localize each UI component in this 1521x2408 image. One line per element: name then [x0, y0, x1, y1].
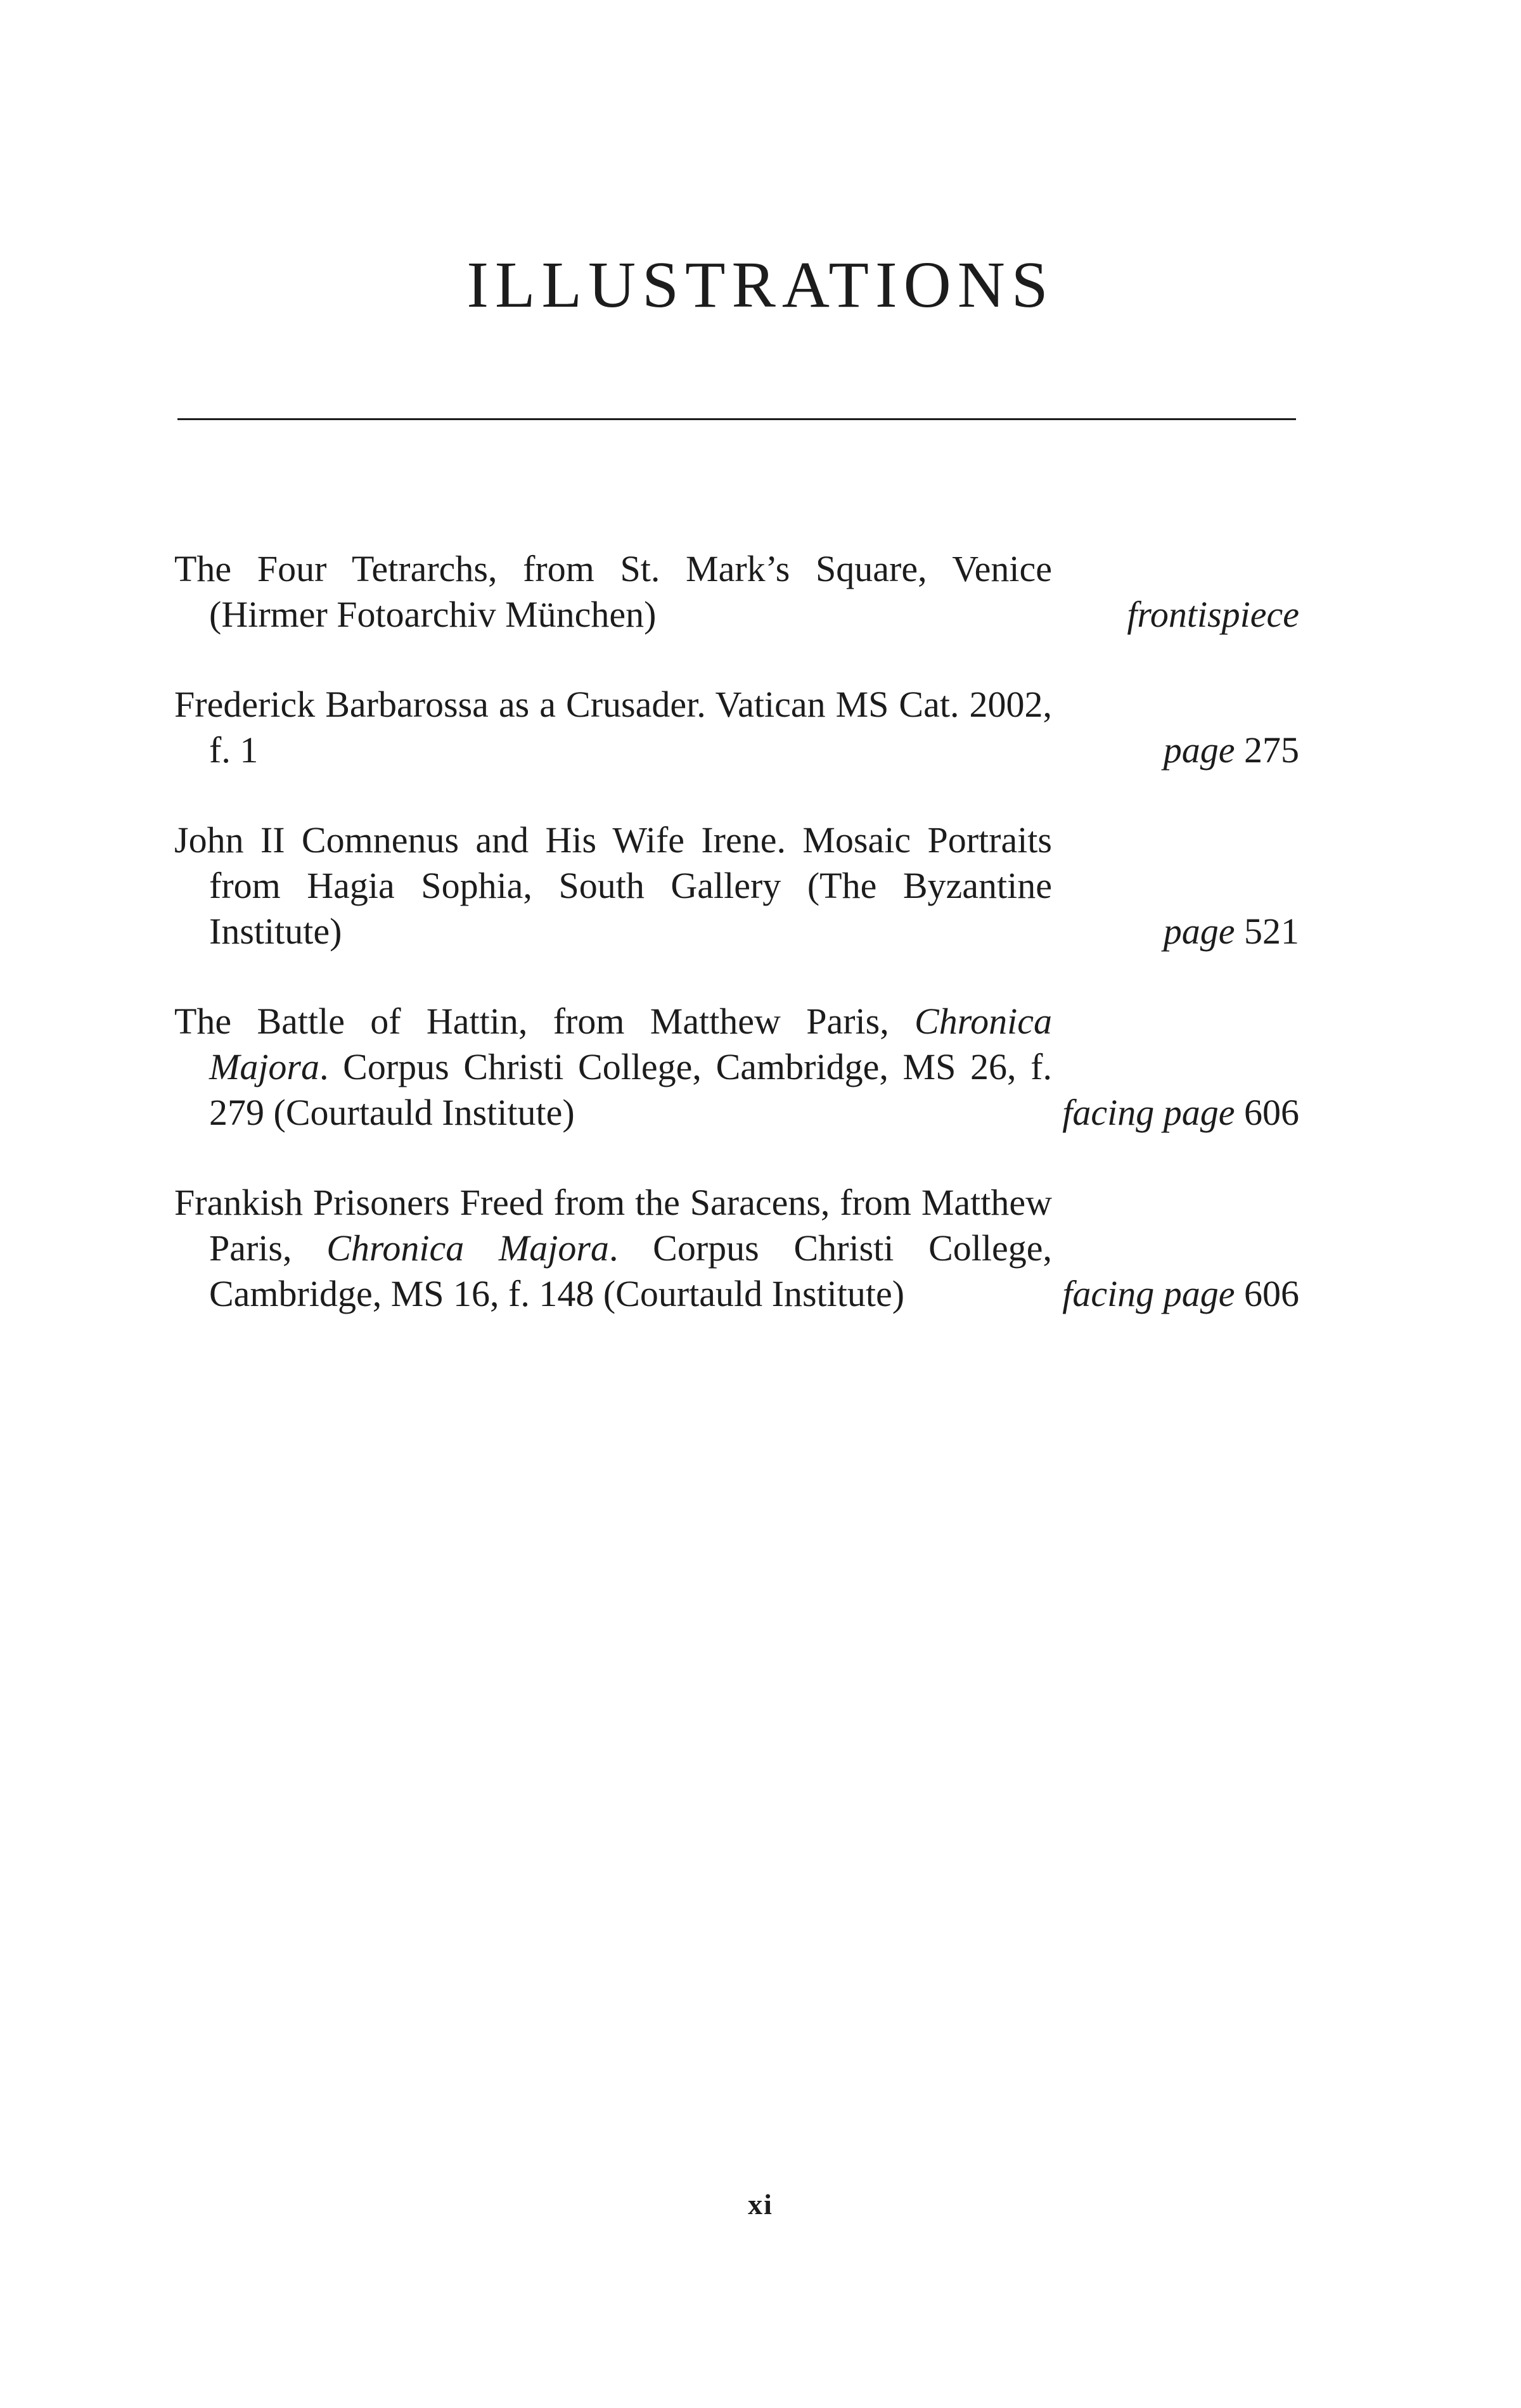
page-reference-label: page [1163, 729, 1235, 771]
illustration-caption [174, 546, 1052, 637]
page-reference [1062, 1271, 1299, 1317]
page-reference-label: facing page [1062, 1092, 1235, 1133]
caption-italic-title: Chronica Majora [209, 1001, 1052, 1087]
caption-text: The Battle of Hattin, from Matthew Paris, [174, 1001, 915, 1042]
illustration-caption [174, 1180, 1052, 1317]
caption-text-rest: . Corpus Christi College, Cambridge, MS 16, f. 148 (Courtauld Institute) [209, 1227, 1053, 1314]
illustration-caption [174, 682, 1052, 773]
page-reference [1127, 592, 1299, 637]
page-reference-label: facing page [1062, 1273, 1235, 1314]
list-item [174, 682, 1299, 773]
illustration-caption [174, 817, 1052, 954]
caption-text: Frederick Barbarossa as a Crusader. Vatican MS Cat. 2002, f. 1 [174, 684, 1052, 771]
list-item [174, 817, 1299, 954]
caption-text: John II Comnenus and His Wife Irene. Mosaic Portraits from Hagia Sophia, South Gallery (The Byzantine Institute) [174, 819, 1052, 952]
list-item [174, 999, 1299, 1136]
page-title: ILLUSTRATIONS [466, 248, 1055, 321]
page-reference-number: 521 [1244, 911, 1299, 952]
page-reference [1062, 1090, 1299, 1136]
page-reference-number: 606 [1244, 1273, 1299, 1314]
caption-italic-title: Chronica Majora [326, 1227, 609, 1269]
list-item [174, 546, 1299, 637]
page-number: xi [748, 2188, 773, 2220]
page-reference-number: 606 [1244, 1092, 1299, 1133]
page-reference-number: 275 [1244, 729, 1299, 771]
list-item [174, 1180, 1299, 1317]
page-reference-label: frontispiece [1127, 594, 1299, 635]
title-rule [177, 418, 1296, 420]
illustration-caption [174, 999, 1052, 1136]
illustrations-list [174, 546, 1299, 1317]
page-reference [1164, 727, 1299, 773]
page-reference [1164, 909, 1299, 954]
page-reference-label: page [1163, 911, 1235, 952]
caption-text: The Four Tetrarchs, from St. Mark’s Square, Venice (Hirmer Fotoarchiv München) [174, 548, 1052, 635]
caption-text-rest: . Corpus Christi College, Cambridge, MS 26, f. 279 (Courtauld Institute) [209, 1046, 1052, 1133]
caption-text: Frankish Prisoners Freed from the Saracens, from Matthew Paris, [174, 1182, 1052, 1269]
